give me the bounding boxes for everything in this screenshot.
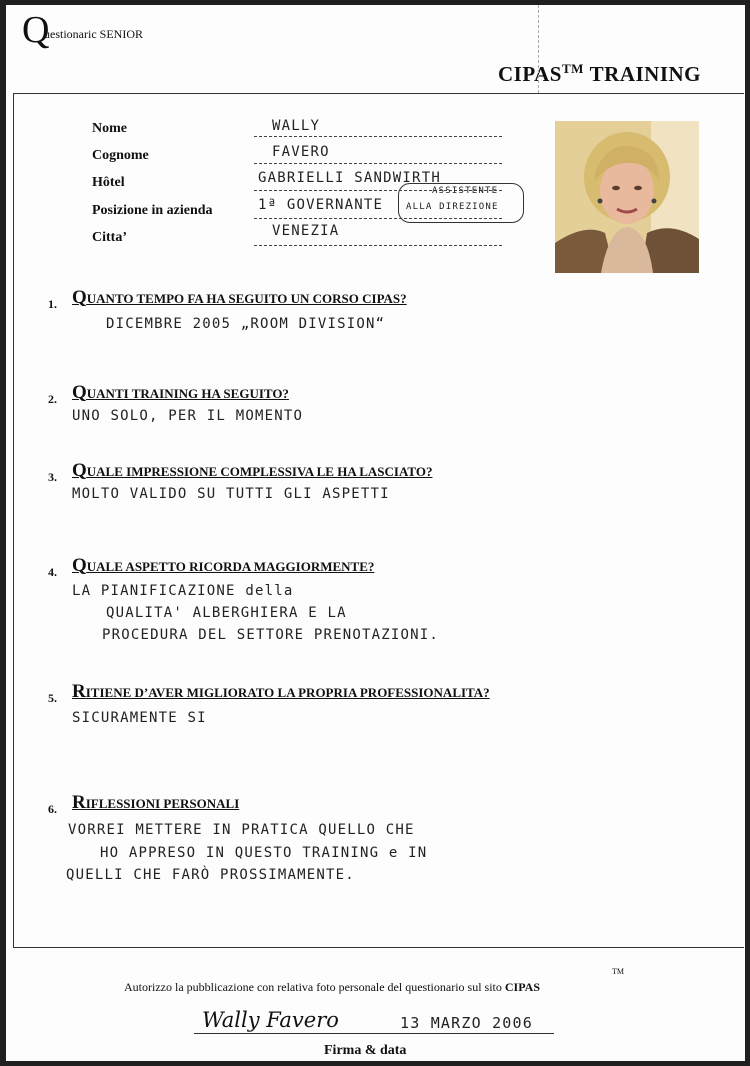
brand-title: CIPAS™ TRAINING — [498, 61, 702, 86]
authorization-text: Autorizzo la pubblicazione con relativa foto personale del questionario sul sito CIPAS — [124, 980, 541, 994]
portrait-photo — [555, 121, 699, 273]
portrait-illustration — [555, 121, 699, 273]
signature-caption: Firma & data — [324, 1043, 407, 1058]
name-label: Nome — [92, 121, 127, 136]
question-number: 1. — [48, 297, 57, 311]
answer-line: LA PIANIFICAZIONE della — [72, 583, 294, 599]
question-number: 5. — [48, 691, 57, 705]
header-q-letter: Q — [22, 9, 50, 51]
answer-line: VORREI METTERE IN PRATICA QUELLO CHE — [68, 822, 415, 838]
answer-line: HO APPRESO IN QUESTO TRAINING e IN — [100, 845, 428, 861]
name-line — [254, 136, 502, 137]
fold-line — [538, 5, 539, 93]
answer-line: QUELLI CHE FARÒ PROSSIMAMENTE. — [66, 867, 355, 883]
city-line — [254, 245, 502, 246]
question-number: 3. — [48, 470, 57, 484]
answer-line: SICURAMENTE SI — [72, 710, 207, 726]
question-title: RIFLESSIONI PERSONALI — [72, 792, 240, 813]
question-number: 4. — [48, 565, 57, 579]
question-title: QUALE ASPETTO RICORDA MAGGIORMENTE? — [72, 555, 375, 576]
answer-line: DICEMBRE 2005 „ROOM DIVISION“ — [106, 316, 386, 332]
answer-line: UNO SOLO, PER IL MOMENTO — [72, 408, 304, 424]
signature: Wally Favero — [202, 1008, 339, 1032]
answer-line: QUALITA' ALBERGHIERA E LA — [106, 605, 347, 621]
surname-line — [254, 163, 502, 164]
question-title: QUANTO TEMPO FA HA SEGUITO UN CORSO CIPAS? — [72, 287, 407, 308]
question-number: 2. — [48, 392, 57, 406]
header-subtitle: uestionaric SENIOR — [44, 27, 143, 41]
name-value: WALLY — [272, 118, 321, 134]
question-title: RITIENE D’AVER MIGLIORATO LA PROPRIA PROFESSIONALITA? — [72, 681, 490, 702]
question-title: QUALE IMPRESSIONE COMPLESSIVA LE HA LASCIATO? — [72, 460, 433, 481]
position-note-line2: ALLA DIREZIONE — [406, 202, 499, 212]
position-note-line1: ASSISTENTE — [432, 186, 499, 196]
signature-date: 13 MARZO 2006 — [400, 1014, 533, 1032]
hotel-value: GABRIELLI SANDWIRTH — [258, 170, 441, 186]
hotel-label: Hôtel — [92, 175, 125, 190]
position-value: 1ª GOVERNANTE — [258, 197, 384, 213]
questionnaire-page — [6, 5, 745, 1061]
surname-label: Cognome — [92, 148, 149, 163]
footer-tm: TM — [612, 967, 624, 976]
surname-value: FAVERO — [272, 144, 330, 160]
question-title: QUANTI TRAINING HA SEGUITO? — [72, 382, 289, 403]
answer-line: MOLTO VALIDO SU TUTTI GLI ASPETTI — [72, 486, 390, 502]
city-label: Citta’ — [92, 230, 127, 245]
city-value: VENEZIA — [272, 223, 340, 239]
answer-line: PROCEDURA DEL SETTORE PRENOTAZIONI. — [102, 627, 440, 643]
position-label: Posizione in azienda — [92, 203, 213, 218]
signature-line — [194, 1033, 554, 1034]
question-number: 6. — [48, 802, 57, 816]
